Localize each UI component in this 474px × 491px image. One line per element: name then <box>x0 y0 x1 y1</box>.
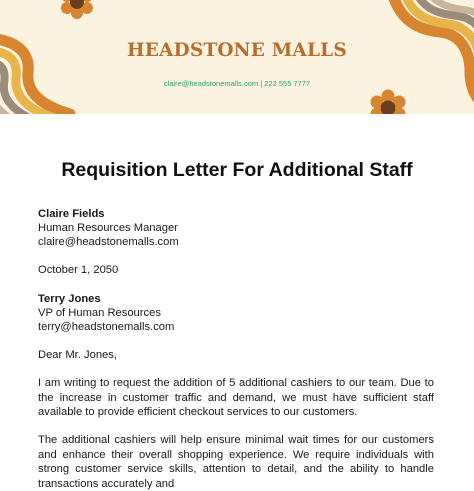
recipient-role: VP of Human Resources <box>38 307 161 319</box>
document-title: Requisition Letter For Additional Staff <box>61 159 413 181</box>
company-name: HEADSTONE MALLS <box>127 40 347 61</box>
recipient-name: Terry Jones <box>38 293 101 305</box>
letter-date: October 1, 2050 <box>38 264 119 276</box>
letterhead-banner <box>0 0 474 114</box>
body-paragraph: I am writing to request the addition of 5 additional cashiers to our team. Due to the increase in customer traffic and demand, we must have sufficient staff available to provide efficient checkout services to our customers. <box>38 377 434 418</box>
flower-icon <box>61 0 93 19</box>
recipient-email: terry@headstonemalls.com <box>38 321 175 333</box>
body-paragraph: The additional cashiers will help ensure minimal wait times for our customers and enhance their overall shopping experience. We require individuals with strong customer service skills, attention to detail, and the ability to handle transactions accurately and <box>38 434 434 490</box>
sender-role: Human Resources Manager <box>38 222 178 234</box>
sender-email: claire@headstonemalls.com <box>38 236 179 248</box>
company-contact: claire@headstonemalls.com | 222 555 7777 <box>163 79 311 88</box>
salutation: Dear Mr. Jones, <box>38 349 117 361</box>
sender-name: Claire Fields <box>38 208 105 220</box>
flower-icon <box>371 90 406 115</box>
